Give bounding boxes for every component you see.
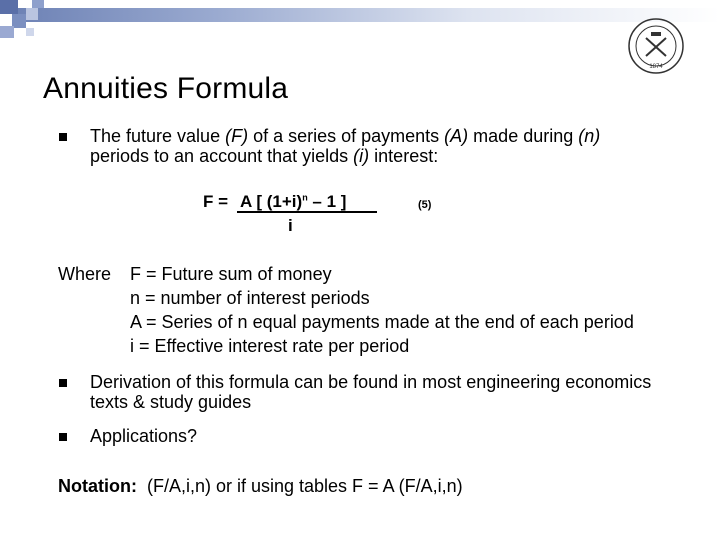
header-gradient-bar <box>0 8 720 22</box>
formula-numerator: A [ $(1+i)^n - 1$ ] <box>240 192 347 211</box>
bullet1-line1: The future value (F) of a series of payments (A) made during (n) <box>90 126 601 146</box>
bullet2-line2: texts & study guides <box>90 392 252 412</box>
formula-lhs: F = <box>203 192 229 211</box>
bullet2-line1: Derivation of this formula can be found in most engineering economics <box>90 372 652 392</box>
school-seal-logo <box>624 16 688 76</box>
bullet-marker <box>59 433 67 441</box>
notation-line: Notation: (F/A,i,n) or if using tables F = A (F/A,i,n) <box>58 476 463 496</box>
where-item-n: n = number of interest periods <box>130 288 370 308</box>
page-title: Annuities Formula <box>43 72 289 105</box>
bullet1-line2: periods to an account that yields (i) interest: <box>90 146 439 166</box>
where-item-i: i = Effective interest rate per period <box>130 336 410 356</box>
where-item-F: F = Future sum of money <box>130 264 332 284</box>
equation-number: (5) <box>418 199 432 211</box>
formula-denominator: i <box>288 216 293 235</box>
formula-fraction-bar <box>237 211 377 213</box>
bullet3-text: Applications? <box>90 426 198 446</box>
where-item-A: A = Series of n equal payments made at the end of each period <box>130 312 634 332</box>
bullet-marker <box>59 379 67 387</box>
seal-year-text: 1874 <box>649 64 663 70</box>
bullet-marker <box>59 133 67 141</box>
where-label: Where <box>58 264 112 284</box>
